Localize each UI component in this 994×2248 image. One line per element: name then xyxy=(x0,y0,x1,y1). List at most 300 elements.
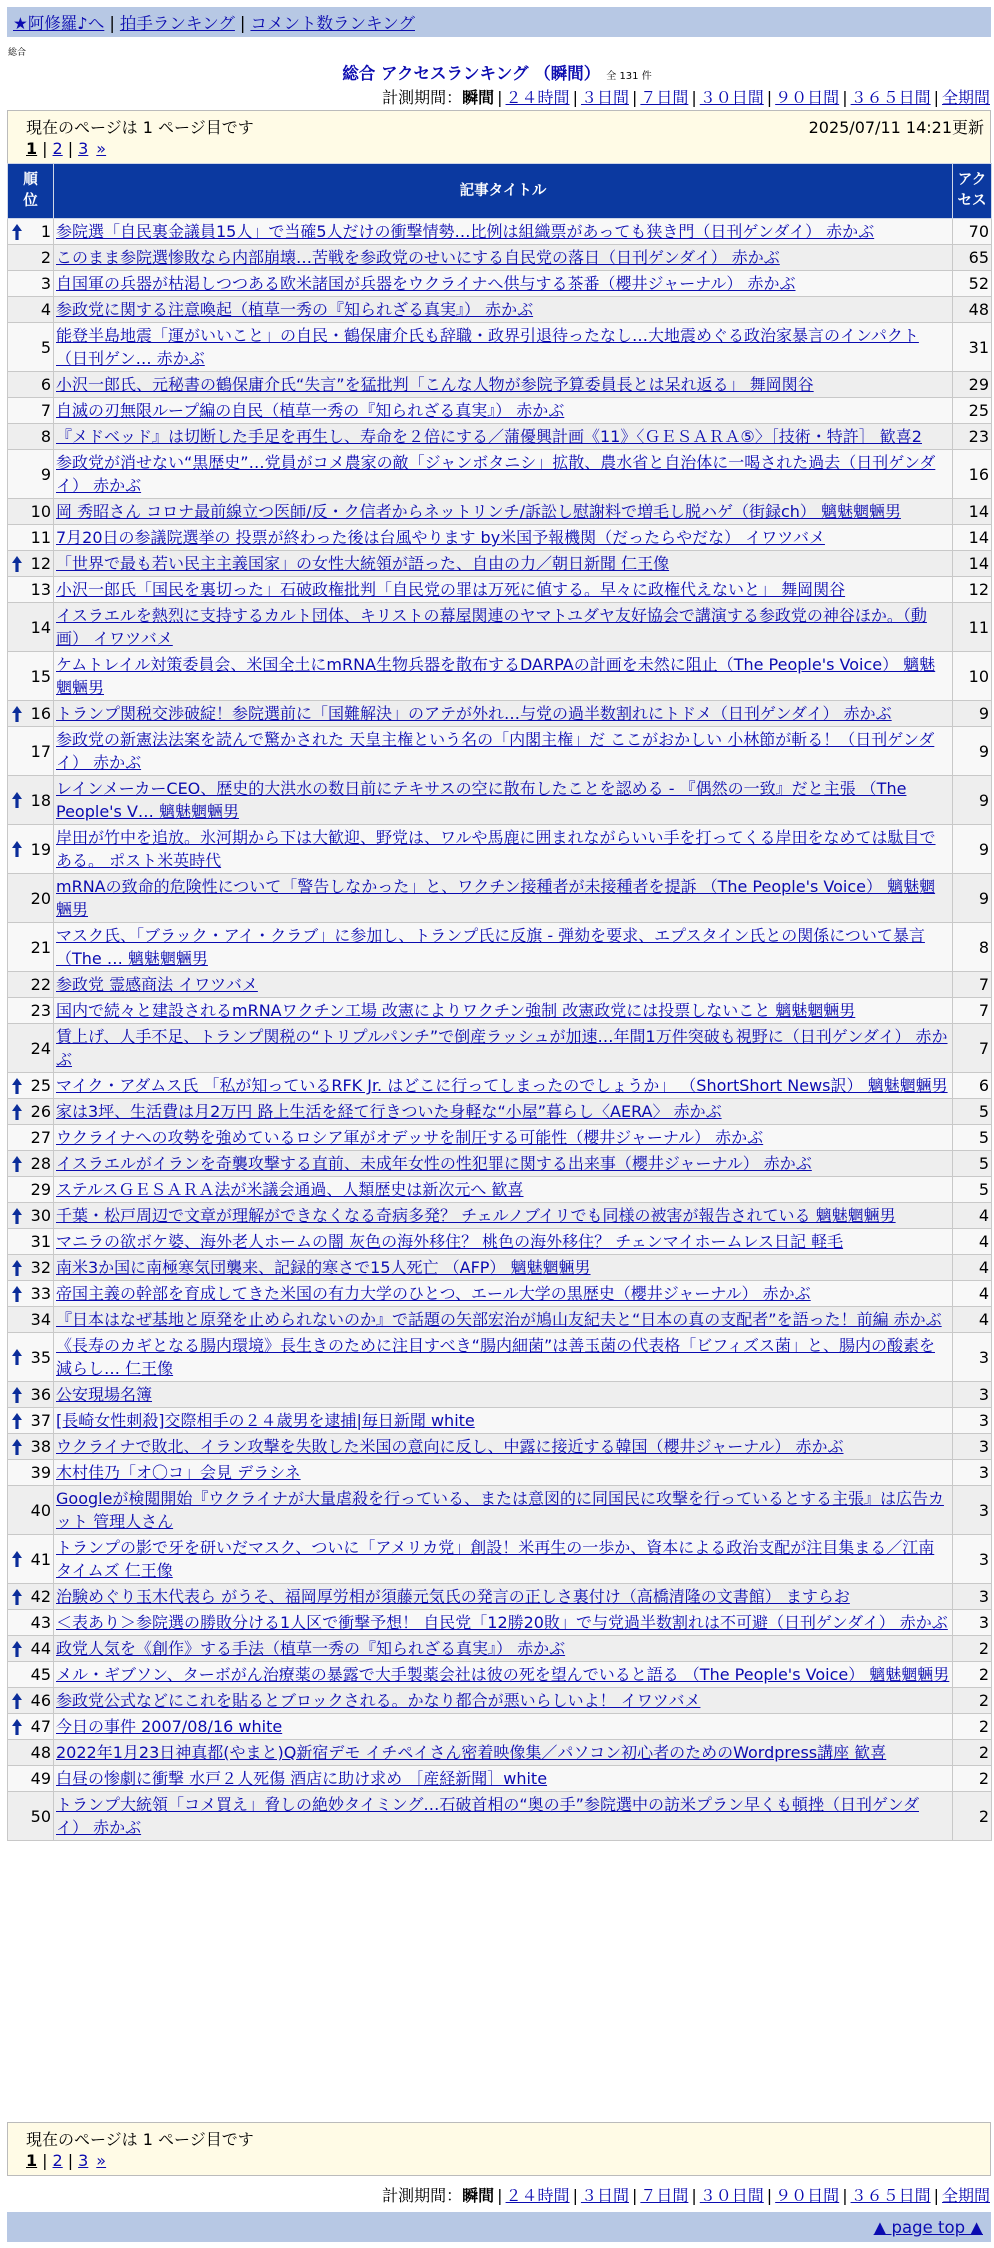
current-page-text: 現在のページは 1 ページ目です xyxy=(26,118,254,137)
table-row xyxy=(8,998,992,1024)
comment-ranking-link[interactable]: コメント数ランキング xyxy=(250,14,415,33)
title-cell xyxy=(54,1125,953,1151)
pager-page-3[interactable]: 3 xyxy=(78,2151,89,2170)
access-count: 4 xyxy=(953,1229,992,1255)
rank-up-arrow-icon xyxy=(12,1104,22,1120)
table-row xyxy=(8,372,992,398)
rank-up-arrow-icon xyxy=(12,1413,22,1429)
article-title-link[interactable]: 帝国主義の幹部を育成してきた米国の有力大学のひとつ、エール大学の黒歴史（櫻井ジャーナル） 赤かぶ xyxy=(56,1284,811,1303)
rank-cell xyxy=(8,727,54,776)
rank-up-arrow-icon xyxy=(12,706,22,722)
rank-number: 35 xyxy=(30,1347,51,1367)
article-title-link[interactable]: 小沢一郎氏「国民を裏切った」石破政権批判「自民党の罪は万死に値する。早々に政権代えないと」 舞岡関谷 xyxy=(56,580,846,599)
article-title-link[interactable]: イスラエルを熱烈に支持するカルト団体、キリストの幕屋関連のヤマトユダヤ友好協会で講演する参政党の神谷ほか。（動画） イワツバメ xyxy=(56,606,927,648)
pager-next[interactable]: » xyxy=(96,2151,107,2170)
pager-bottom: 1 | 2 | 3 » xyxy=(26,2151,107,2170)
rank-cell xyxy=(8,1229,54,1255)
rank-cell xyxy=(8,1740,54,1766)
title-cell xyxy=(54,1099,953,1125)
table-header-row xyxy=(8,164,992,219)
title-cell xyxy=(54,1073,953,1099)
rank-number: 23 xyxy=(30,1001,51,1020)
access-count: 4 xyxy=(953,1203,992,1229)
title-cell xyxy=(54,1688,953,1714)
article-title-link[interactable]: 「世界で最も若い民主主義国家」の女性大統領が語った、自由の力／朝日新聞 仁王像 xyxy=(56,554,670,573)
rank-number: 16 xyxy=(30,704,51,723)
rank-number: 22 xyxy=(30,975,51,994)
page-top-link[interactable]: ▲ page top ▲ xyxy=(873,2218,983,2237)
article-title-link[interactable]: トランプ大統領「コメ買え」脅しの絶妙タイミング…石破首相の“奥の手”参院選中の訪米プラン早くも頓挫（日刊ゲンダイ） 赤かぶ xyxy=(56,1795,919,1837)
pager-page-2[interactable]: 2 xyxy=(52,2151,63,2170)
rank-cell xyxy=(8,372,54,398)
access-count: 5 xyxy=(953,1177,992,1203)
table-row xyxy=(8,245,992,271)
period-link-30d[interactable]: ３０日間 xyxy=(699,88,764,107)
period-current: 瞬間 xyxy=(462,2186,495,2205)
rank-up-arrow-icon xyxy=(12,1208,22,1224)
access-count: 14 xyxy=(953,499,992,525)
rank-up-arrow-icon xyxy=(12,1589,22,1605)
rank-up-arrow-icon xyxy=(12,1156,22,1172)
article-title-link[interactable]: 国内で続々と建設されるmRNAワクチン工場 改憲によりワクチン強制 改憲政党には投票しないこと 魑魅魍魎男 xyxy=(56,1001,856,1020)
article-title-link[interactable]: 岡 秀昭さん コロナ最前線立つ医師/反・ク信者からネットリンチ/訴訟し慰謝料で増毛し脱ハゲ（街録ch） 魑魅魍魎男 xyxy=(56,502,901,521)
rank-number: 40 xyxy=(30,1500,51,1520)
access-count: 2 xyxy=(953,1662,992,1688)
rank-cell xyxy=(8,1177,54,1203)
rank-cell xyxy=(8,923,54,972)
title-cell xyxy=(54,1636,953,1662)
header-rank: 順位 xyxy=(8,164,54,219)
table-row xyxy=(8,577,992,603)
access-count: 65 xyxy=(953,245,992,271)
rank-up-arrow-icon xyxy=(12,556,22,572)
rank-number: 33 xyxy=(30,1284,51,1303)
period-link-7d[interactable]: ７日間 xyxy=(640,2186,689,2205)
rank-number: 44 xyxy=(30,1639,51,1658)
title-cell xyxy=(54,1307,953,1333)
clap-ranking-link[interactable]: 拍手ランキング xyxy=(119,14,235,33)
rank-number: 6 xyxy=(40,375,51,394)
header-access: アクセス xyxy=(953,164,992,219)
table-row xyxy=(8,1535,992,1584)
article-title-link[interactable]: 『メドベッド』は切断した手足を再生し、寿命を２倍にする／蒲優興計画《11》〈ＧＥＳＡＲＡ⑤〉［技術・特許］ 歓喜2 xyxy=(56,427,922,446)
period-label: 計測期間： xyxy=(382,2186,463,2205)
table-row xyxy=(8,297,992,323)
rank-number: 28 xyxy=(30,1154,51,1173)
article-title-link[interactable]: 白昼の惨劇に衝撃 水戸２人死傷 酒店に助け求め ［産経新聞］white xyxy=(56,1769,548,1788)
article-title-link[interactable]: 2022年1月23日神真都(やまと)Q新宿デモ イチペイさん密着映像集／パソコン初心者のためのWordpress講座 歓喜 xyxy=(56,1743,887,1762)
access-count: 3 xyxy=(953,1460,992,1486)
table-row xyxy=(8,1662,992,1688)
rank-number: 43 xyxy=(30,1613,51,1632)
article-title-link[interactable]: 参院選「自民裏金議員15人」で当確5人だけの衝撃情勢…比例は組織票があっても狭き門（日刊ゲンダイ） 赤かぶ xyxy=(56,222,875,241)
access-count: 12 xyxy=(953,577,992,603)
article-title-link[interactable]: 《長寿のカギとなる腸内環境》長生きのために注目すべき“腸内細菌”は善玉菌の代表格「ビフィズス菌」と、腸内の酸素を減らし… 仁王像 xyxy=(56,1336,935,1378)
table-row xyxy=(8,1714,992,1740)
rank-cell xyxy=(8,297,54,323)
rank-cell xyxy=(8,398,54,424)
rank-number: 49 xyxy=(30,1769,51,1788)
access-count: 7 xyxy=(953,998,992,1024)
updated-timestamp: 2025/07/11 14:21更新 xyxy=(808,118,984,137)
rank-cell xyxy=(8,577,54,603)
table-row xyxy=(8,1073,992,1099)
article-title-link[interactable]: ケムトレイル対策委員会、米国全土にmRNA生物兵器を散布するDARPAの計画を未然に阻止（The People's Voice） 魑魅魍魎男 xyxy=(56,655,936,697)
table-row xyxy=(8,398,992,424)
rank-number: 18 xyxy=(30,790,51,810)
rank-number: 39 xyxy=(30,1463,51,1482)
access-count: 9 xyxy=(953,776,992,825)
access-count: 14 xyxy=(953,525,992,551)
article-title-link[interactable]: 賃上げ、人手不足、トランプ関税の“トリプルパンチ”で倒産ラッシュが加速…年間1万件突破も視野に（日刊ゲンダイ） 赤かぶ xyxy=(56,1027,948,1069)
period-selector-bottom: 計測期間：瞬間 | ２４時間 | ３日間 | ７日間 | ３０日間 | ９０日間 | ３６５日間 | 全期間 xyxy=(382,2186,990,2205)
article-title-link[interactable]: このまま参院選惨敗なら内部崩壊…苦戦を参政党のせいにする自民党の落日（日刊ゲンダイ） 赤かぶ xyxy=(56,248,780,267)
access-count: 3 xyxy=(953,1382,992,1408)
article-title-link[interactable]: 7月20日の参議院選挙の 投票が終わった後は台風やります by米国予報機関（だったらやだな） イワツバメ xyxy=(56,528,825,547)
table-row xyxy=(8,219,992,245)
pager-next[interactable]: » xyxy=(96,139,107,158)
rank-cell xyxy=(8,776,54,825)
access-count: 3 xyxy=(953,1434,992,1460)
rank-number: 15 xyxy=(30,666,51,686)
rank-cell xyxy=(8,1382,54,1408)
title-cell xyxy=(54,1535,953,1584)
rank-number: 27 xyxy=(30,1128,51,1147)
access-count: 3 xyxy=(953,1584,992,1610)
article-title-link[interactable]: マニラの欲ボケ婆、海外老人ホームの闇 灰色の海外移住？ 桃色の海外移住？ チェンマイホームレス日記 軽毛 xyxy=(56,1232,844,1251)
title-cell xyxy=(54,1460,953,1486)
table-row xyxy=(8,1229,992,1255)
article-title-link[interactable]: 参政党の新憲法法案を読んで驚かされた 天皇主権という名の「内閣主権」だ ここがおかしい 小林節が斬る！（日刊ゲンダイ） 赤かぶ xyxy=(56,730,935,772)
period-link-all[interactable]: 全期間 xyxy=(941,2186,990,2205)
access-count: 8 xyxy=(953,923,992,972)
rank-number: 48 xyxy=(30,1743,51,1762)
article-title-link[interactable]: 参政党公式などにこれを貼るとブロックされる。かなり都合が悪いらしいよ！ イワツバメ xyxy=(56,1691,701,1710)
table-row xyxy=(8,1177,992,1203)
title-cell xyxy=(54,1610,953,1636)
title-cell xyxy=(54,1584,953,1610)
rank-number: 1 xyxy=(40,222,51,241)
table-row xyxy=(8,1584,992,1610)
title-cell xyxy=(54,1333,953,1382)
rank-up-arrow-icon xyxy=(12,1439,22,1455)
article-title-link[interactable]: マイク・アダムス氏 「私が知っているRFK Jr. はどこに行ってしまったのでしょうか」 （ShortShort News訳） 魑魅魍魎男 xyxy=(56,1076,948,1095)
article-title-link[interactable]: ウクライナで敗北、イラン攻撃を失敗した米国の意向に反し、中露に接近する韓国（櫻井ジャーナル） 赤かぶ xyxy=(56,1437,844,1456)
access-count: 16 xyxy=(953,450,992,499)
rank-cell xyxy=(8,1460,54,1486)
rank-up-arrow-icon xyxy=(12,1641,22,1657)
table-row xyxy=(8,323,992,372)
pager-current-page: 1 xyxy=(26,139,38,158)
table-row xyxy=(8,271,992,297)
rank-cell xyxy=(8,825,54,874)
access-count: 23 xyxy=(953,424,992,450)
table-row xyxy=(8,1382,992,1408)
rank-cell xyxy=(8,1281,54,1307)
title-cell xyxy=(54,1714,953,1740)
rank-up-arrow-icon xyxy=(12,792,22,808)
article-title-link[interactable]: 南米3か国に南極寒気団襲来、記録的寒さで15人死亡 （AFP） 魑魅魍魎男 xyxy=(56,1258,591,1277)
rank-cell xyxy=(8,245,54,271)
access-count: 5 xyxy=(953,1125,992,1151)
article-title-link[interactable]: 自国軍の兵器が枯渇しつつある欧米諸国が兵器をウクライナへ供与する茶番（櫻井ジャーナル） 赤かぶ xyxy=(56,274,796,293)
rank-number: 2 xyxy=(40,248,51,267)
article-title-link[interactable]: 参政党が消せない“黒歴史”…党員がコメ農家の敵「ジャンボタニシ」拡散、農水省と自治体に一喝された過去（日刊ゲンダイ） 赤かぶ xyxy=(56,453,936,495)
table-row xyxy=(8,1688,992,1714)
rank-number: 24 xyxy=(30,1038,51,1058)
rank-up-arrow-icon xyxy=(12,1551,22,1567)
table-row xyxy=(8,450,992,499)
nav-separator: | xyxy=(239,14,246,33)
rank-number: 45 xyxy=(30,1665,51,1684)
access-count: 52 xyxy=(953,271,992,297)
article-title-link[interactable]: 参政党 霊感商法 イワツバメ xyxy=(56,975,258,994)
rank-cell xyxy=(8,1584,54,1610)
pager-current-page: 1 xyxy=(26,2151,38,2170)
bottom-bar xyxy=(7,2212,991,2242)
table-row xyxy=(8,1486,992,1535)
rank-cell xyxy=(8,874,54,923)
period-link-24h[interactable]: ２４時間 xyxy=(505,88,570,107)
article-title-link[interactable]: ステルスＧＥＳＡＲＡ法が米議会通過、人類歴史は新次元へ 歓喜 xyxy=(56,1180,524,1199)
title-cell xyxy=(54,424,953,450)
access-count: 5 xyxy=(953,1151,992,1177)
article-title-link[interactable]: レインメーカーCEO、歴史的大洪水の数日前にテキサスの空に散布したことを認める - 『偶然の一致』だと主張 （The People's V… 魑魅魍魎男 xyxy=(56,779,907,821)
rank-cell xyxy=(8,1486,54,1535)
access-count: 2 xyxy=(953,1766,992,1792)
access-count: 25 xyxy=(953,398,992,424)
article-title-link[interactable]: 岸田が竹中を追放。氷河期から下は大歓迎、野党は、ワルや馬鹿に囲まれながらいい手を打ってくる岸田をなめては駄目である。 ポスト米英時代 xyxy=(56,828,936,870)
total-count: 全 131 件 xyxy=(606,71,652,82)
rank-cell xyxy=(8,1408,54,1434)
rank-up-arrow-icon xyxy=(12,1387,22,1403)
title-cell xyxy=(54,450,953,499)
rank-cell xyxy=(8,525,54,551)
rank-number: 13 xyxy=(30,580,51,599)
table-row xyxy=(8,424,992,450)
table-row xyxy=(8,525,992,551)
rank-number: 26 xyxy=(30,1102,51,1121)
rank-cell xyxy=(8,972,54,998)
article-title-link[interactable]: 公安現場名簿 xyxy=(56,1385,153,1404)
rank-number: 17 xyxy=(30,741,51,761)
access-count: 3 xyxy=(953,1610,992,1636)
rank-cell xyxy=(8,1073,54,1099)
access-count: 3 xyxy=(953,1333,992,1382)
title-cell xyxy=(54,1151,953,1177)
article-title-link[interactable]: 『日本はなぜ基地と原発を止められないのか』で話題の矢部宏治が鳩山友紀夫と“日本の真の支配者”を語った！前編 赤かぶ xyxy=(56,1310,942,1329)
article-title-link[interactable]: 能登半島地震「運がいいこと」の自民・鶴保庸介氏も辞職・政界引退待ったなし…大地震めぐる政治家暴言のインパクト（日刊ゲン… 赤かぶ xyxy=(56,326,919,368)
article-title-link[interactable]: マスク氏、「ブラック・アイ・クラブ」に参加し、トランプ氏に反旗 - 弾劾を要求、エプスタイン氏との関係について暴言（The … 魑魅魍魎男 xyxy=(56,926,925,968)
access-count: 4 xyxy=(953,1255,992,1281)
title-cell xyxy=(54,1203,953,1229)
header-title: 記事タイトル xyxy=(54,164,953,219)
article-title-link[interactable]: Googleが検閲開始『ウクライナが大量虐殺を行っている、または意図的に同国民に攻撃を行っているとする主張』は広告カット 管理人さん xyxy=(56,1489,944,1531)
category-label: 総合 xyxy=(8,48,27,58)
rank-number: 41 xyxy=(30,1549,51,1569)
table-row xyxy=(8,1255,992,1281)
period-link-30d[interactable]: ３０日間 xyxy=(699,2186,764,2205)
table-row xyxy=(8,1024,992,1073)
title-cell xyxy=(54,323,953,372)
title-cell xyxy=(54,372,953,398)
table-row xyxy=(8,1281,992,1307)
access-count: 3 xyxy=(953,1486,992,1535)
rank-number: 31 xyxy=(30,1232,51,1251)
article-title-link[interactable]: メル・ギブソン、ターボがん治療薬の暴露で大手製薬会社は彼の死を望んでいると語る （The People's Voice） 魑魅魍魎男 xyxy=(56,1665,950,1684)
period-link-90d[interactable]: ９０日間 xyxy=(775,88,840,107)
rank-cell xyxy=(8,603,54,652)
rank-number: 46 xyxy=(30,1691,51,1710)
rank-cell xyxy=(8,1535,54,1584)
article-title-link[interactable]: 今日の事件 2007/08/16 white xyxy=(56,1717,283,1736)
title-cell xyxy=(54,825,953,874)
period-link-7d[interactable]: ７日間 xyxy=(640,88,689,107)
title-cell xyxy=(54,874,953,923)
title-cell xyxy=(54,245,953,271)
title-cell xyxy=(54,1486,953,1535)
period-link-all[interactable]: 全期間 xyxy=(941,88,990,107)
access-count: 70 xyxy=(953,219,992,245)
article-title-link[interactable]: 千葉・松戸周辺で文章が理解ができなくなる奇病多発？ チェルノブイリでも同様の被害が報告されている 魑魅魍魎男 xyxy=(56,1206,896,1225)
period-link-3d[interactable]: ３日間 xyxy=(580,88,629,107)
article-title-link[interactable]: 小沢一郎氏、元秘書の鶴保庸介氏“失言”を猛批判「こんな人物が参院予算委員長とは呆れ返る」 舞岡関谷 xyxy=(56,375,814,394)
top-nav-bar xyxy=(7,7,991,37)
table-row xyxy=(8,701,992,727)
article-title-link[interactable]: ＜表あり＞参院選の勝敗分ける1人区で衝撃予想！ 自民党「12勝20敗」で与党過半数割れは不可避（日刊ゲンダイ） 赤かぶ xyxy=(56,1613,948,1632)
article-title-link[interactable]: イスラエルがイランを奇襲攻撃する直前、未成年女性の性犯罪に関する出来事（櫻井ジャーナル） 赤かぶ xyxy=(56,1154,812,1173)
pager-page-2[interactable]: 2 xyxy=(52,139,63,158)
title-cell xyxy=(54,1662,953,1688)
article-title-link[interactable]: [長崎女性刺殺]交際相手の２４歳男を逮捕|毎日新聞 white xyxy=(56,1411,475,1430)
article-title-link[interactable]: 政党人気を《創作》する手法（植草一秀の『知られざる真実』） 赤かぶ xyxy=(56,1639,566,1658)
rank-cell xyxy=(8,1024,54,1073)
access-count: 7 xyxy=(953,1024,992,1073)
article-title-link[interactable]: mRNAの致命的危険性について「警告しなかった」と、ワクチン接種者が未接種者を提訴 （The People's Voice） 魑魅魍魎男 xyxy=(56,877,936,919)
title-cell xyxy=(54,923,953,972)
rank-cell xyxy=(8,701,54,727)
rank-cell xyxy=(8,424,54,450)
rank-cell xyxy=(8,450,54,499)
rank-number: 42 xyxy=(30,1587,51,1606)
table-row xyxy=(8,825,992,874)
title-cell xyxy=(54,972,953,998)
rank-number: 5 xyxy=(40,337,51,357)
status-panel-top xyxy=(7,110,991,164)
rank-number: 21 xyxy=(30,937,51,957)
period-link-365d[interactable]: ３６５日間 xyxy=(850,88,931,107)
article-title-link[interactable]: 木村佳乃「オ〇コ」会見 デラシネ xyxy=(56,1463,301,1482)
period-link-90d[interactable]: ９０日間 xyxy=(775,2186,840,2205)
table-row xyxy=(8,923,992,972)
period-link-3d[interactable]: ３日間 xyxy=(580,2186,629,2205)
period-link-365d[interactable]: ３６５日間 xyxy=(850,2186,931,2205)
page-title-text: 総合 アクセスランキング （瞬間） xyxy=(342,64,601,83)
access-count: 6 xyxy=(953,1073,992,1099)
table-row xyxy=(8,1099,992,1125)
table-row xyxy=(8,1636,992,1662)
access-count: 31 xyxy=(953,323,992,372)
rank-number: 7 xyxy=(40,401,51,420)
rank-cell xyxy=(8,652,54,701)
rank-up-arrow-icon xyxy=(12,1349,22,1365)
rank-cell xyxy=(8,1203,54,1229)
article-title-link[interactable]: 治験めぐり玉木代表ら がうそ、福岡厚労相が須藤元気氏の発言の正しさ裏付け（高橋清隆の文書館） ますらお xyxy=(56,1587,850,1606)
table-row xyxy=(8,652,992,701)
article-title-link[interactable]: トランプの影で牙を研いだマスク、ついに「アメリカ党」創設！米再生の一歩か、資本による政治支配が注目集まる／江南タイムズ 仁王像 xyxy=(56,1538,935,1580)
article-title-link[interactable]: ウクライナへの攻勢を強めているロシア軍がオデッサを制圧する可能性（櫻井ジャーナル） 赤かぶ xyxy=(56,1128,764,1147)
pager-page-3[interactable]: 3 xyxy=(78,139,89,158)
title-cell xyxy=(54,1792,953,1841)
title-cell xyxy=(54,603,953,652)
table-row xyxy=(8,776,992,825)
table-row xyxy=(8,1610,992,1636)
rank-cell xyxy=(8,1333,54,1382)
title-cell xyxy=(54,499,953,525)
access-count: 9 xyxy=(953,727,992,776)
table-row xyxy=(8,551,992,577)
rank-number: 20 xyxy=(30,888,51,908)
ranking-table-body xyxy=(8,219,992,1841)
title-cell xyxy=(54,776,953,825)
period-selector-top: 計測期間：瞬間 | ２４時間 | ３日間 | ７日間 | ３０日間 | ９０日間 | ３６５日間 | 全期間 xyxy=(382,88,990,107)
table-row xyxy=(8,1333,992,1382)
rank-number: 47 xyxy=(30,1717,51,1736)
access-count: 4 xyxy=(953,1281,992,1307)
title-cell xyxy=(54,1229,953,1255)
rank-cell xyxy=(8,1662,54,1688)
table-row xyxy=(8,1740,992,1766)
rank-cell xyxy=(8,551,54,577)
rank-cell xyxy=(8,1792,54,1841)
article-title-link[interactable]: トランプ関税交渉破綻！参院選前に「国難解決」のアテが外れ…与党の過半数割れにトドメ（日刊ゲンダイ） 赤かぶ xyxy=(56,704,892,723)
title-cell xyxy=(54,1740,953,1766)
rank-number: 10 xyxy=(30,502,51,521)
article-title-link[interactable]: 自滅の刃無限ループ編の自民（植草一秀の『知られざる真実』） 赤かぶ xyxy=(56,401,565,420)
rank-up-arrow-icon xyxy=(12,1719,22,1735)
rank-cell xyxy=(8,1125,54,1151)
table-row xyxy=(8,972,992,998)
rank-cell xyxy=(8,1688,54,1714)
rank-cell xyxy=(8,1766,54,1792)
table-row xyxy=(8,1203,992,1229)
rank-number: 32 xyxy=(30,1258,51,1277)
access-count: 10 xyxy=(953,652,992,701)
article-title-link[interactable]: 参政党に関する注意喚起（植草一秀の『知られざる真実』） 赤かぶ xyxy=(56,300,534,319)
rank-up-arrow-icon xyxy=(12,1693,22,1709)
title-cell xyxy=(54,577,953,603)
rank-number: 9 xyxy=(40,464,51,484)
period-link-24h[interactable]: ２４時間 xyxy=(505,2186,570,2205)
title-cell xyxy=(54,271,953,297)
rank-cell xyxy=(8,1099,54,1125)
table-row xyxy=(8,1125,992,1151)
rank-cell xyxy=(8,1636,54,1662)
rank-number: 19 xyxy=(30,839,51,859)
table-row xyxy=(8,1434,992,1460)
home-link[interactable]: ★阿修羅♪へ xyxy=(13,14,105,33)
rank-cell xyxy=(8,1714,54,1740)
period-current: 瞬間 xyxy=(462,88,495,107)
access-count: 2 xyxy=(953,1714,992,1740)
rank-cell xyxy=(8,1255,54,1281)
article-title-link[interactable]: 家は3坪、生活費は月2万円 路上生活を経て行きついた身軽な“小屋”暮らし〈AERA〉 赤かぶ xyxy=(56,1102,722,1121)
table-row xyxy=(8,1408,992,1434)
title-cell xyxy=(54,998,953,1024)
rank-up-arrow-icon xyxy=(12,1078,22,1094)
rank-cell xyxy=(8,499,54,525)
rank-number: 11 xyxy=(30,528,51,547)
